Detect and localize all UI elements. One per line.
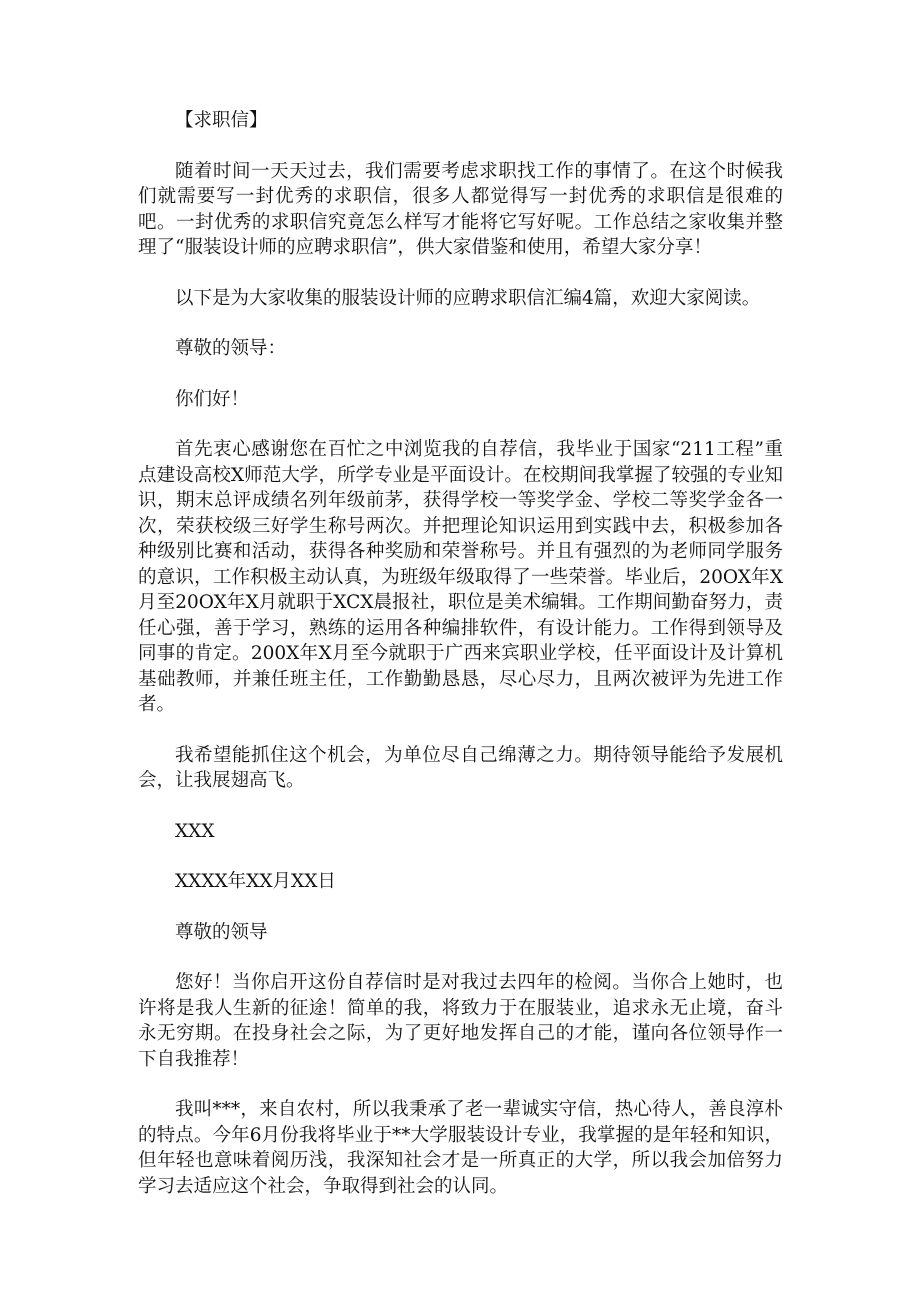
signature-name: XXX [175,820,215,842]
signature-date: XXXX年XX月XX日 [175,871,336,892]
document-page [138,108,783,1199]
paragraph-summary: 以下是为大家收集的服装设计师的应聘求职信汇编4篇，欢迎大家阅读。 [175,287,761,309]
document-heading: 【求职信】 [175,110,268,131]
letter-1-closing: 我希望能抓住这个机会，为单位尽自己绵薄之力。期待领导能给予发展机会，让我展翅高飞。 [138,744,783,791]
letter-2-opening: 您好！当你启开这份自荐信时是对我过去四年的检阅。当你合上她时，也许将是我人生新的征途！简单的我，将致力于在服装业，追求永无止境，奋斗永无穷期。在投身社会之际，为了更好地发挥自己的才能，谨向各位领导作一下自我推荐！ [138,972,783,1070]
salutation-1: 尊敬的领导： [175,338,287,359]
salutation-2: 尊敬的领导 [175,921,268,943]
letter-2-self-intro: 我叫***，来自农村，所以我秉承了老一辈诚实守信，热心待人，善良淳朴的特点。今年6月份我将毕业于**大学服装设计专业，我掌握的是年轻和知识，但年轻也意味着阅历浅，我深知社会才是一所真正的大学，所以我会加倍努力学习去适应这个社会，争取得到社会的认同。 [138,1099,783,1197]
letter-1-body: 首先衷心感谢您在百忙之中浏览我的自荐信，我毕业于国家“211工程”重点建设高校X师范大学，所学专业是平面设计。在校期间我掌握了较强的专业知识，期末总评成绩名列年级前茅，获得学校一等奖学金、学校二等奖学金各一次，荣获校级三好学生称号两次。并把理论知识运用到实践中去，积极参加各种级别比赛和活动，获得各种奖励和荣誉称号。并且有强烈的为老师同学服务的意识，工作积极主动认真，为班级年级取得了一些荣誉。毕业后，20OX年X月至20OX年X月就职于XCX晨报社，职位是美术编辑。工作期间勤奋努力，责任心强，善于学习，熟练的运用各种编排软件，有设计能力。工作得到领导及同事的肯定。200X年X月至今就职于广西来宾职业学校，任平面设计及计算机基础教师，并兼任班主任，工作勤勤恳恳，尽心尽力，且两次被评为先进工作者。 [138,439,783,715]
paragraph-intro: 随着时间一天天过去，我们需要考虑求职找工作的事情了。在这个时候我们就需要写一封优秀的求职信，很多人都觉得写一封优秀的求职信是很难的吧。一封优秀的求职信究竟怎么样写才能将它写好呢。工作总结之家收集并整理了“服装设计师的应聘求职信”，供大家借鉴和使用，希望大家分享！ [138,160,783,258]
greeting-1: 你们好！ [175,388,250,410]
